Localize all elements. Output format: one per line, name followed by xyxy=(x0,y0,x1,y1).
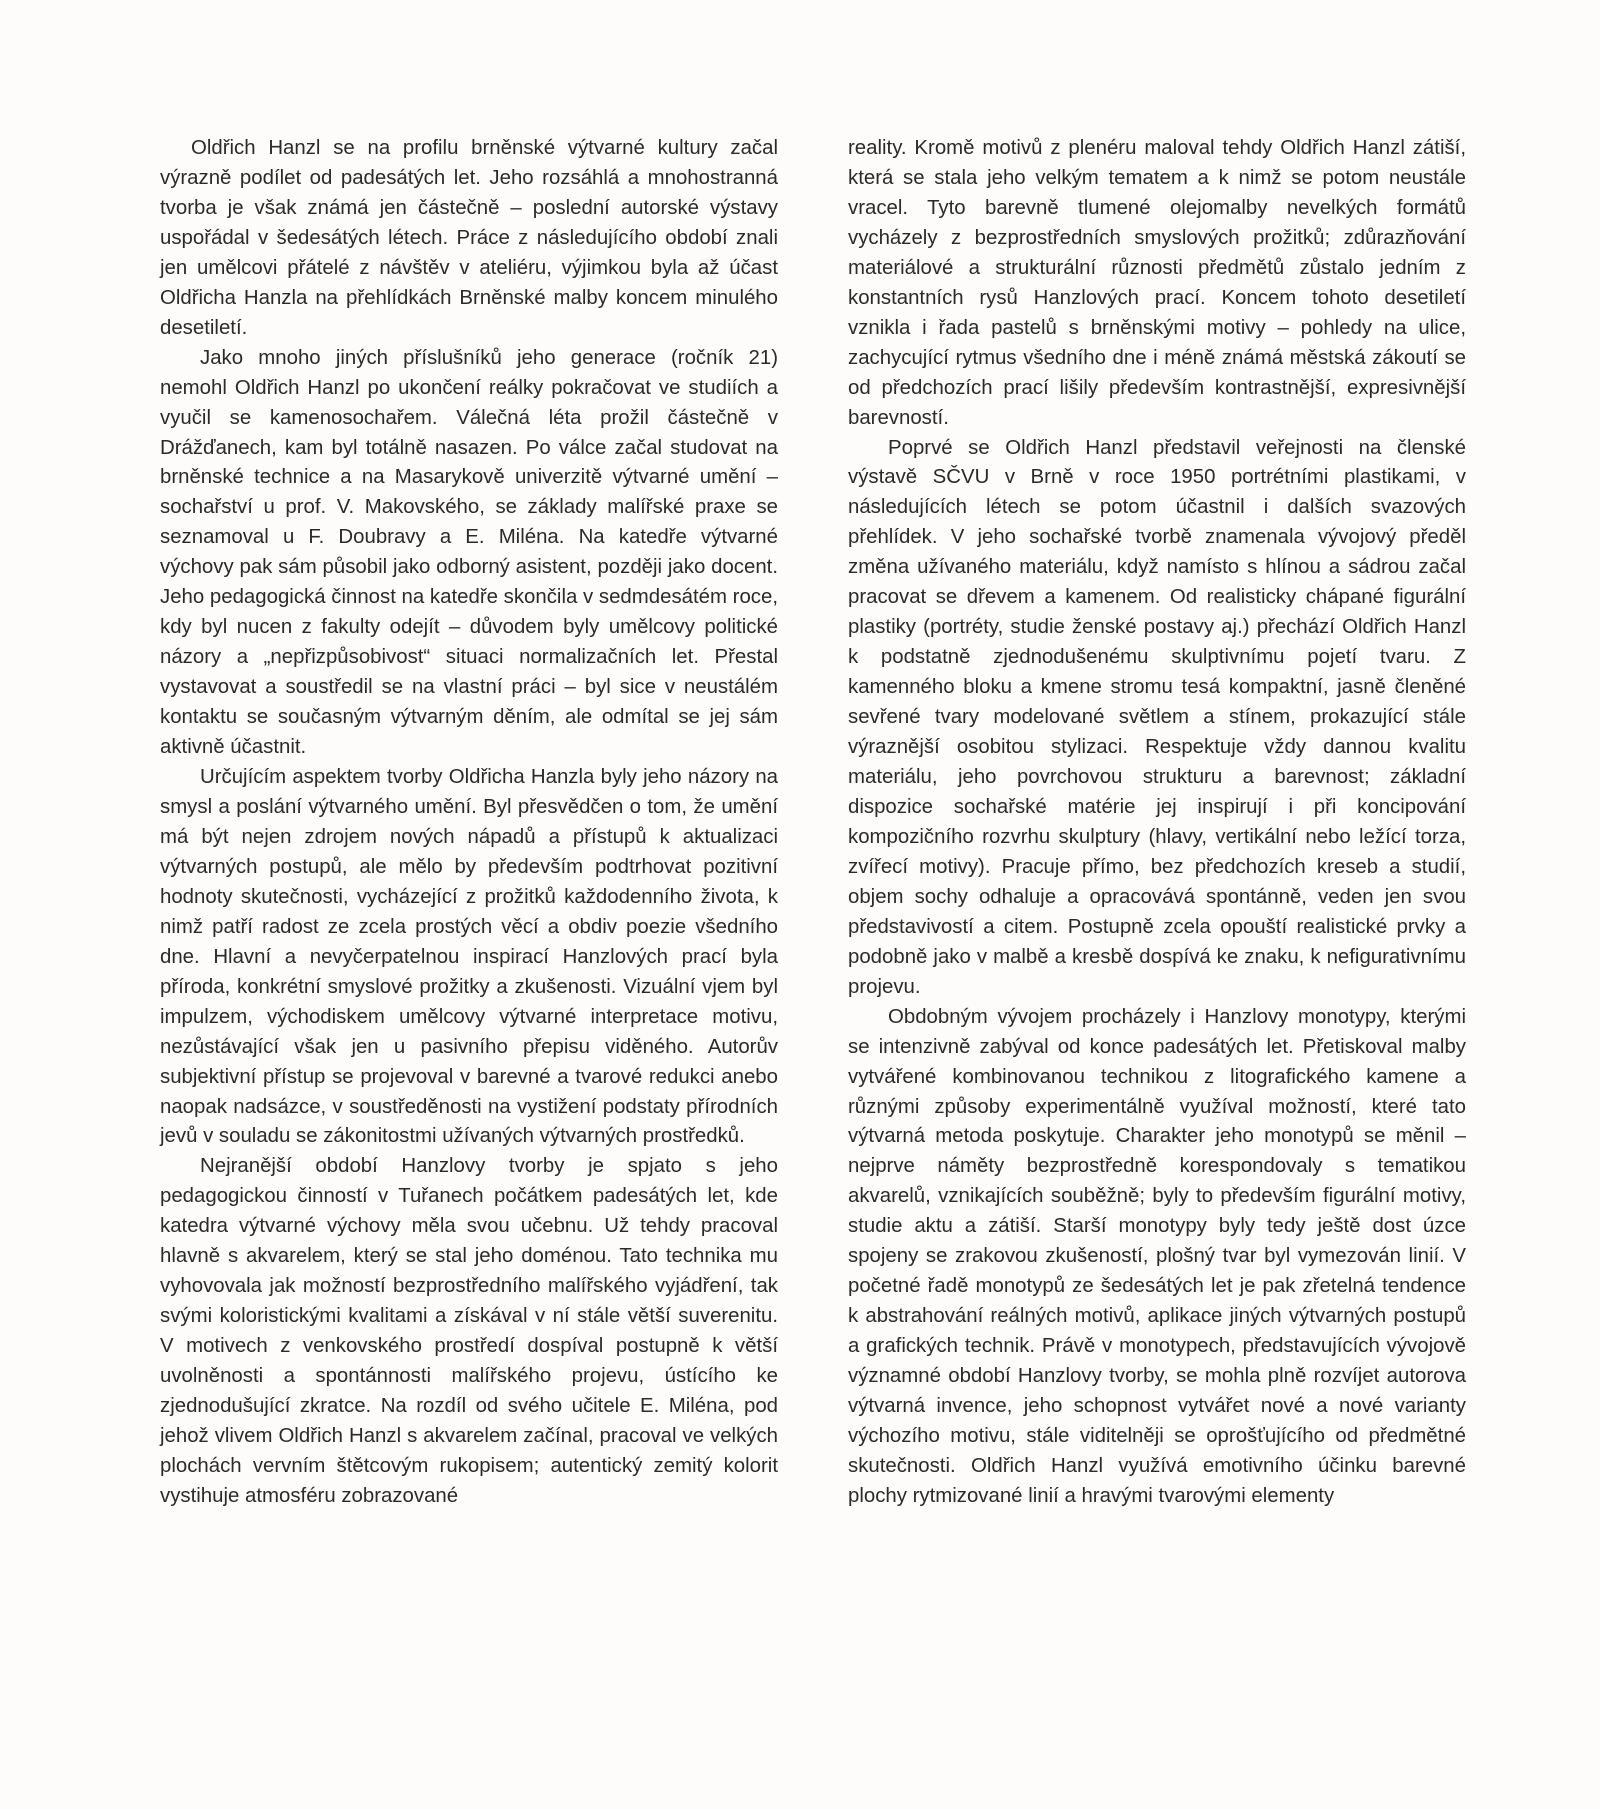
paragraph: Nejranější období Hanzlovy tvorby je spjato s jeho pedagogickou činností v Tuřanech počátkem padesátých let, kde katedra výtvarné výchovy měla svou učebnu. Už tehdy pracoval hlavně s akvarelem, který se stal jeho doménou. Tato technika mu vyhovovala jak možností bezprostředního malířského vyjádření, tak svými koloristickými kvalitami a získával v ní stále větší suverenitu. V motivech z venkovského prostředí dospíval postupně k větší uvolněnosti a spontánnosti malířského projevu, ústícího ke zjednodušující zkratce. Na rozdíl od svého učitele E. Miléna, pod jehož vlivem Oldřich Hanzl s akvarelem začínal, pracoval ve velkých plochách vervním štětcovým rukopisem; autentický zemitý kolorit vystihuje atmosféru zobrazované xyxy=(160,1155,778,1507)
right-text-column xyxy=(848,134,1466,1512)
paragraph: Určujícím aspektem tvorby Oldřicha Hanzla byly jeho názory na smysl a poslání výtvarného umění. Byl přesvědčen o tom, že umění má být nejen zdrojem nových nápadů a přístupů k aktualizaci výtvarných postupů, ale mělo by především podtrhovat pozitivní hodnoty skutečnosti, vycházející z prožitků každodenního života, k nimž patří radost ze zcela prostých věcí a obdiv poezie všedního dne. Hlavní a nevyčerpatelnou inspirací Hanzlových prací byla příroda, konkrétní smyslové prožitky a zkušenosti. Vizuální vjem byl impulzem, východiskem umělcovy výtvarné interpretace motivu, nezůstávající však jen u pasivního přepisu viděného. Autorův subjektivní přístup se projevoval v barevné a tvarové redukci anebo naopak nadsázce, v soustředěnosti na vystižení podstaty přírodních jevů v souladu se zákonitostmi užívaných výtvarných prostředků. xyxy=(160,766,778,1148)
left-text-column xyxy=(160,134,778,1512)
paragraph: Poprvé se Oldřich Hanzl představil veřejnosti na členské výstavě SČVU v Brně v roce 1950 portrétními plastikami, v následujících létech se potom účastnil i dalších svazových přehlídek. V jeho sochařské tvorbě znamenala vývojový předěl změna užívaného materiálu, když namísto s hlínou a sádrou začal pracovat se dřevem a kamenem. Od realisticky chápané figurální plastiky (portréty, studie ženské postavy aj.) přechází Oldřich Hanzl k podstatně zjednodušenému skulptivnímu pojetí tvaru. Z kamenného bloku a kmene stromu tesá kompaktní, jasně členěné sevřené tvary modelované světlem a stínem, prokazující stále výraznější osobitou stylizaci. Respektuje vždy dannou kvalitu materiálu, jeho povrchovou strukturu a barevnost; základní dispozice sochařské matérie jej inspirují i při koncipování kompozičního rozvrhu skulptury (hlavy, vertikální nebo ležící torza, zvířecí motivy). Pracuje přímo, bez předchozích kreseb a studií, objem sochy odhaluje a opracovává spontánně, veden jen svou představivostí a citem. Postupně zcela opouští realistické prvky a podobně jako v malbě a kresbě dospívá ke znaku, k nefigurativnímu projevu. xyxy=(848,436,1466,998)
paragraph-continued: reality. Kromě motivů z plenéru maloval tehdy Oldřich Hanzl zátiší, která se stala jeho velkým tematem a k nimž se potom neustále vracel. Tyto barevně tlumené olejomalby nevelkých formátů vycházely z bezprostředních smyslových prožitků; zdůrazňování materiálové a strukturální různosti předmětů zůstalo jedním z konstantních rysů Hanzlových prací. Koncem tohoto desetiletí vznikla i řada pastelů s brněnskými motivy – pohledy na ulice, zachycující rytmus všedního dne i méně známá městská zákoutí se od předchozích prací lišily především kontrastnější, expresivnější barevností. xyxy=(848,137,1466,429)
paragraph: Oldřich Hanzl se na profilu brněnské výtvarné kultury začal výrazně podílet od padesátých let. Jeho rozsáhlá a mnohostranná tvorba je však známá jen částečně – poslední autorské výstavy uspořádal v šedesátých létech. Práce z následujícího období znali jen umělcovi přátelé z návštěv v ateliéru, výjimkou byla až účast Oldřicha Hanzla na přehlídkách Brněnské malby koncem minulého desetiletí. xyxy=(160,137,778,339)
paragraph: Jako mnoho jiných příslušníků jeho generace (ročník 21) nemohl Oldřich Hanzl po ukončení reálky pokračovat ve studiích a vyučil se kamenosochařem. Válečná léta prožil částečně v Drážďanech, kam byl totálně nasazen. Po válce začal studovat na brněnské technice a na Masarykově univerzitě výtvarné umění – sochařství u prof. V. Makovského, se základy malířské praxe se seznamoval u F. Doubravy a E. Miléna. Na katedře výtvarné výchovy pak sám působil jako odborný asistent, později jako docent. Jeho pedagogická činnost na katedře skončila v sedmdesátém roce, kdy byl nucen z fakulty odejít – důvodem byly umělcovy politické názory a „nepřizpůsobivost“ situaci normalizačních let. Přestal vystavovat a soustředil se na vlastní práci – byl sice v neustálém kontaktu se současným výtvarným děním, ale odmítal se jej sám aktivně účastnit. xyxy=(160,346,778,759)
paragraph: Obdobným vývojem procházely i Hanzlovy monotypy, kterými se intenzivně zabýval od konce padesátých let. Přetiskoval malby vytvářené kombinovanou technikou z litografického kamene a různými způsoby experimentálně využíval možností, které tato výtvarná metoda poskytuje. Charakter jeho monotypů se měnil – nejprve náměty bezprostředně korespondovaly s tematikou akvarelů, vznikajících souběžně; byly to především figurální motivy, studie aktu a zátiší. Starší monotypy byly tedy ještě dost úzce spojeny se zrakovou zkušeností, plošný tvar byl vymezován linií. V početné řadě monotypů ze šedesátých let je pak zřetelná tendence k abstrahování reálných motivů, aplikace jiných výtvarných postupů a grafických technik. Právě v monotypech, představujících vývojově významné období Hanzlovy tvorby, se mohla plně rozvíjet autorova výtvarná invence, jeho schopnost vytvářet nové a nové varianty výchozího motivu, stále viditelněji se oprošťujícího od předmětné skutečnosti. Oldřich Hanzl využívá emotivního účinku barevné plochy rytmizované linií a hravými tvarovými elementy xyxy=(848,1005,1466,1507)
